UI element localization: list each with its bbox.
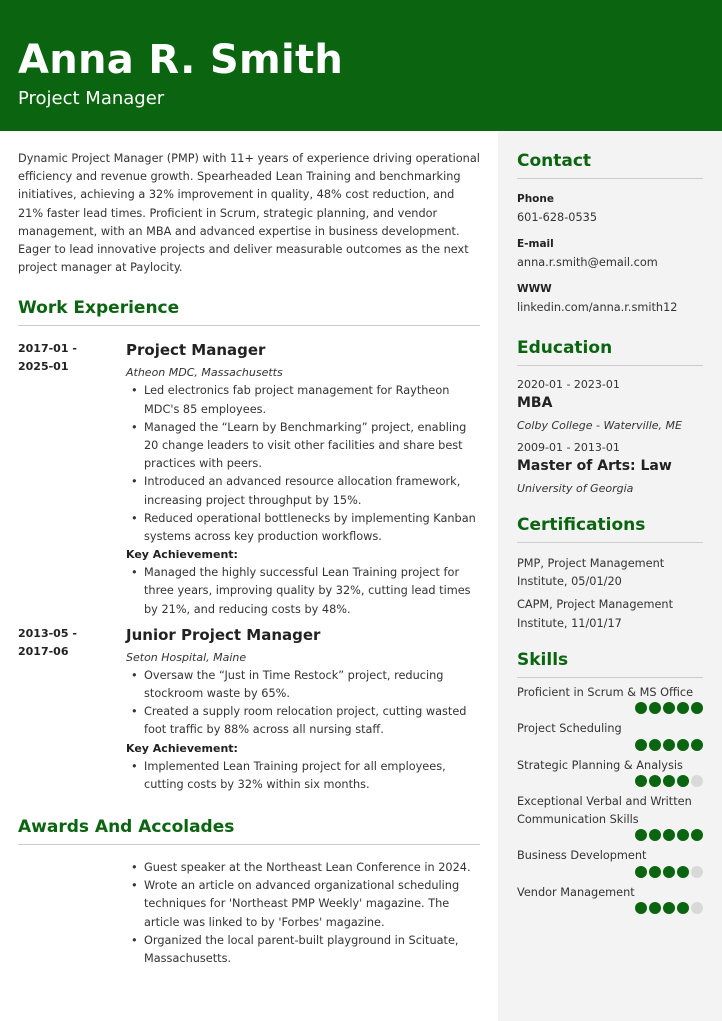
skill-name: Business Development	[517, 849, 647, 863]
rating-dot-filled	[691, 702, 703, 714]
rating-dot-filled	[677, 702, 689, 714]
email-label: E-mail	[517, 238, 554, 250]
skill-name: Proficient in Scrum & MS Office	[517, 685, 694, 699]
awards-heading: Awards And Accolades	[18, 816, 480, 845]
job-start-date: 2017-01 -	[18, 342, 77, 356]
rating-dot-filled	[677, 775, 689, 787]
job-bullets	[126, 667, 480, 740]
skill-rating	[517, 902, 703, 914]
education-dates: 2020-01 - 2023-01	[517, 378, 620, 391]
job-entry	[18, 625, 480, 794]
job-start-date: 2013-05 -	[18, 626, 77, 640]
rating-dot-filled	[649, 902, 661, 914]
rating-dot-filled	[663, 866, 675, 878]
job-end-date: 2017-06	[18, 644, 69, 658]
rating-dot-filled	[635, 702, 647, 714]
rating-dot-filled	[649, 866, 661, 878]
rating-dot-filled	[635, 775, 647, 787]
skill-name: Exceptional Verbal and Written Communication Skills	[517, 795, 692, 826]
skills-heading: Skills	[517, 649, 703, 678]
skill-rating	[517, 829, 703, 841]
rating-dot-filled	[635, 739, 647, 751]
award-item: • Wrote an article on advanced organizational scheduling techniques for 'Northeast PMP Weekly' magazine. The article was linked to by 'Forbes' magazine.	[126, 877, 480, 932]
award-item: • Guest speaker at the Northeast Lean Conference in 2024.	[126, 859, 480, 877]
key-achievement: • Managed the highly successful Lean Training project for three years, improving quality by 32%, cutting lead times by 21%, and reducing costs by 48%.	[126, 564, 480, 619]
work-experience-heading: Work Experience	[18, 297, 480, 326]
education-degree: Master of Arts: Law	[517, 458, 672, 474]
skill-item	[517, 884, 703, 915]
skill-name: Strategic Planning & Analysis	[517, 758, 683, 772]
rating-dot-filled	[691, 829, 703, 841]
rating-dot-filled	[663, 902, 675, 914]
job-bullet: • Reduced operational bottlenecks by implementing Kanban systems across key production workflows.	[126, 510, 480, 546]
skills-list	[517, 684, 703, 915]
key-achievement: • Implemented Lean Training project for all employees, cutting costs by 32% within six months.	[126, 758, 480, 794]
job-bullets	[126, 382, 480, 546]
rating-dot-filled	[635, 902, 647, 914]
job-bullet: • Created a supply room relocation project, cutting wasted foot traffic by 88% across all nursing staff.	[126, 703, 480, 739]
key-achievement-label: Key Achievement:	[126, 741, 238, 755]
key-achievement-list	[126, 758, 480, 794]
rating-dot-filled	[649, 829, 661, 841]
skill-item	[517, 793, 703, 841]
job-bullet: • Oversaw the “Just in Time Restock” project, reducing stockroom waste by 65%.	[126, 667, 480, 703]
job-entry	[18, 340, 480, 618]
sidebar-content	[517, 150, 703, 914]
rating-dot-filled	[635, 866, 647, 878]
job-bullet: • Led electronics fab project management for Raytheon MDC's 85 employees.	[126, 382, 480, 418]
certification-item: PMP, Project Management Institute, 05/01/20	[517, 557, 665, 589]
education-school: Colby College - Waterville, ME	[517, 419, 682, 432]
main-column	[18, 150, 480, 968]
skill-rating	[517, 775, 703, 787]
email-value[interactable]: anna.r.smith@email.com	[517, 256, 658, 269]
job-end-date: 2025-01	[18, 360, 69, 374]
skill-item	[517, 684, 703, 715]
rating-dot-empty	[691, 866, 703, 878]
phone-value[interactable]: 601-628-0535	[517, 211, 598, 224]
certifications-heading: Certifications	[517, 514, 703, 543]
award-item: • Organized the local parent-built playground in Scituate, Massachusetts.	[126, 932, 480, 968]
skill-item	[517, 757, 703, 788]
rating-dot-filled	[663, 739, 675, 751]
job-company: Atheon MDC, Massachusetts	[126, 366, 283, 380]
education-dates: 2009-01 - 2013-01	[517, 441, 620, 454]
rating-dot-empty	[691, 775, 703, 787]
summary: Dynamic Project Manager (PMP) with 11+ years of experience driving operational efficiency and revenue growth. Spearheaded Lean Training and benchmarking initiatives, achieving a 32% improvement in quality, 48% cost reduction, and 21% faster lead times. Proficient in Scrum, strategic planning, and vendor management, with an MBA and advanced expertise in business development. Eager to lead innovative projects and deliver measurable outcomes as the next project manager at Paylocity.	[18, 152, 480, 275]
rating-dot-filled	[635, 829, 647, 841]
rating-dot-filled	[649, 775, 661, 787]
skill-item	[517, 720, 703, 751]
awards-list	[126, 859, 480, 968]
rating-dot-filled	[663, 829, 675, 841]
contact-heading: Contact	[517, 150, 703, 179]
www-label: WWW	[517, 283, 552, 295]
skill-rating	[517, 702, 703, 714]
skill-name: Vendor Management	[517, 885, 635, 899]
job-dates	[18, 625, 118, 661]
job-dates	[18, 340, 118, 376]
skill-name: Project Scheduling	[517, 722, 622, 736]
skill-rating	[517, 866, 703, 878]
rating-dot-filled	[677, 829, 689, 841]
rating-dot-filled	[649, 739, 661, 751]
rating-dot-filled	[677, 739, 689, 751]
skill-item	[517, 847, 703, 878]
candidate-name: Anna R. Smith	[18, 37, 344, 83]
header-banner	[0, 0, 722, 131]
job-title: Junior Project Manager	[126, 625, 321, 644]
rating-dot-empty	[691, 902, 703, 914]
education-heading: Education	[517, 337, 703, 366]
key-achievement-list	[126, 564, 480, 619]
candidate-title: Project Manager	[18, 88, 165, 109]
rating-dot-filled	[663, 775, 675, 787]
rating-dot-filled	[691, 739, 703, 751]
skill-rating	[517, 739, 703, 751]
job-title: Project Manager	[126, 341, 266, 360]
job-bullet: • Managed the “Learn by Benchmarking” project, enabling 20 change leaders to visit other facilities and share best practices with peers.	[126, 419, 480, 474]
job-bullet: • Introduced an advanced resource allocation framework, increasing project throughput by 15%.	[126, 473, 480, 509]
rating-dot-filled	[649, 702, 661, 714]
phone-label: Phone	[517, 193, 554, 205]
job-company: Seton Hospital, Maine	[126, 650, 247, 664]
education-degree: MBA	[517, 395, 553, 411]
certification-item: CAPM, Project Management Institute, 11/01/17	[517, 598, 674, 630]
rating-dot-filled	[677, 866, 689, 878]
rating-dot-filled	[677, 902, 689, 914]
education-school: University of Georgia	[517, 482, 634, 495]
www-link[interactable]: linkedin.com/anna.r.smith12	[517, 301, 678, 314]
rating-dot-filled	[663, 702, 675, 714]
key-achievement-label: Key Achievement:	[126, 548, 238, 562]
